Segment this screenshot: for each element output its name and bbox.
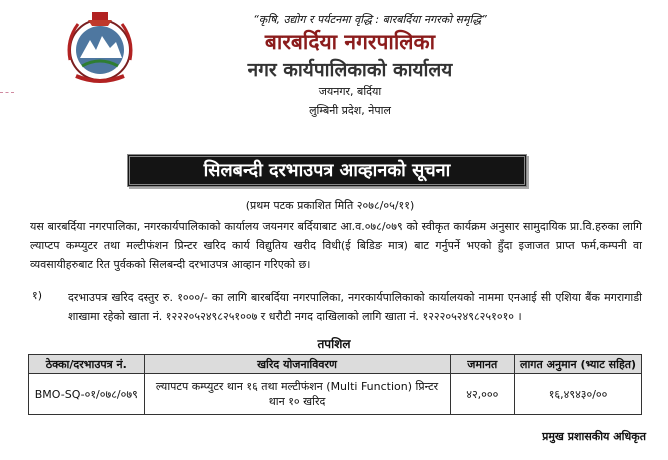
tagline: “कृषि, उद्योग र पर्यटनमा वृद्धि : बारबर्दिया नगरको समृद्धि” bbox=[253, 13, 487, 26]
office-subtitle: नगर कार्यपालिकाको कार्यालय bbox=[247, 59, 453, 81]
contract-no-cell: BMO-SQ-०१/०७८/०७९ bbox=[29, 374, 145, 415]
address-line-2: लुम्बिनी प्रदेश, नेपाल bbox=[309, 104, 391, 117]
margin-dash-line bbox=[0, 92, 14, 93]
column-header-contract-no: ठेक्का/दरभाउपत्र नं. bbox=[29, 355, 145, 374]
publish-date: (प्रथम पटक प्रकाशित मिति २०७८/०५/११) bbox=[245, 199, 415, 212]
details-heading: तपशिल bbox=[317, 337, 351, 351]
notice-title: सिलबन्दी दरभाउपत्र आव्हानको सूचना bbox=[127, 154, 527, 187]
description-cell: ल्यापटप कम्प्युटर थान १६ तथा मल्टीफंशन (Multi Function) प्रिन्टर थान १० खरिद bbox=[144, 374, 450, 415]
details-table bbox=[28, 354, 642, 415]
point-text: दरभाउपत्र खरिद दस्तुर रु. १०००/- का लागि बारबर्दिया नगरपालिका, नगरकार्यपालिकाको कार्यालयको नाममा एनआई सी एशिया बैंक मगरागाडी शाखामा रहेको खाता नं. १२२२०५२४९८२५१००७ र धरौटी नगद दाखिलाको लागि खाता नं. १२२२०५२४९८२५१०१० । bbox=[68, 291, 642, 323]
column-header-description: खरिद योजनाविवरण bbox=[144, 355, 450, 374]
notice-paragraph: यस बारबर्दिया नगरपालिका, नगरकार्यपालिकाको कार्यालय जयनगर बर्दियाबाट आ.व.०७८/०७९ को स्वीकृत कार्यक्रम अनुसार सामुदायिक प्रा.वि.हरुका लागि ल्याप्टप कम्प्युटर तथा मल्टीफंशन प्रिन्टर खरिद कार्य विद्युतिय खरीद विधी(ई बिडिङ मात्र) बाट गर्नुपर्ने भएको हुँदा इजाजत प्राप्त फर्म,कम्पनी वा व्यवसायीहरुबाट रित पुर्वकको सिलबन्दी दरभाउपत्र आव्हान गरिएको छ। bbox=[30, 220, 642, 271]
table-row bbox=[29, 374, 642, 415]
column-header-security: जमानत bbox=[450, 355, 515, 374]
estimate-cell: १६,४९४३०/०० bbox=[515, 374, 642, 415]
office-name: बारबर्दिया नगरपालिका bbox=[264, 30, 436, 54]
point-number: १) bbox=[32, 289, 43, 302]
address-line-1: जयनगर, बर्दिया bbox=[318, 85, 382, 98]
column-header-estimate: लागत अनुमान (भ्याट सहित) bbox=[515, 355, 642, 374]
security-cell: ४२,००० bbox=[450, 374, 515, 415]
nepal-government-emblem-icon bbox=[62, 10, 138, 84]
table-header-row bbox=[29, 355, 642, 374]
signature: प्रमुख प्रशासकीय अधिकृत bbox=[542, 430, 646, 443]
